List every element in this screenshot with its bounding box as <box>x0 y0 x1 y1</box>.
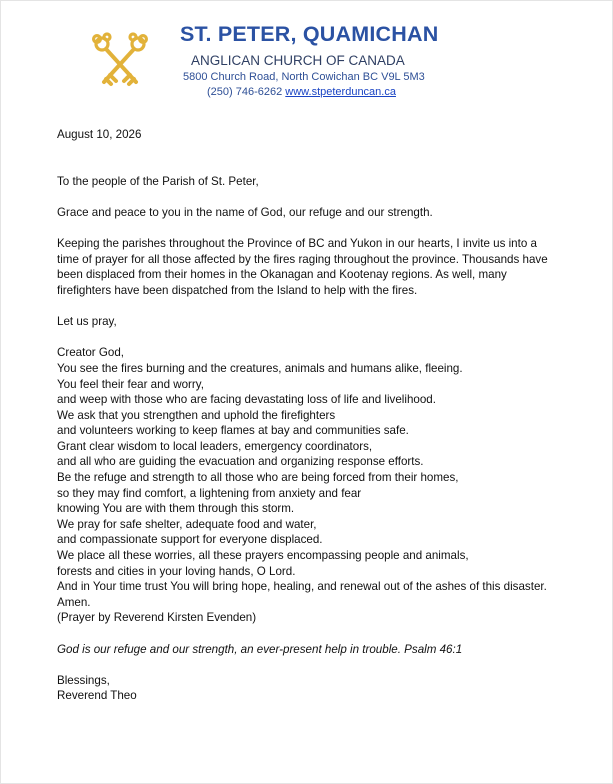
prayer-attribution: (Prayer by Reverend Kirsten Evenden) <box>57 611 257 625</box>
church-denomination: ANGLICAN CHURCH OF CANADA <box>191 53 405 68</box>
prayer-line: You see the fires burning and the creatures, animals and humans alike, fleeing. <box>57 361 463 375</box>
prayer-line: You feel their fear and worry, <box>57 377 204 391</box>
letter-date: August 10, 2026 <box>57 128 142 141</box>
church-contact <box>207 86 396 98</box>
prayer-line: Be the refuge and strength to all those who are being forced from their homes, <box>57 471 459 485</box>
greeting: Grace and peace to you in the name of God, our refuge and our strength. <box>57 205 433 219</box>
church-phone: (250) 746-6262 <box>207 86 283 98</box>
prayer-line: We ask that you strengthen and uphold the firefighters <box>57 408 336 422</box>
prayer-line: and compassionate support for everyone displaced. <box>57 533 323 547</box>
prayer-line: forests and cities in your loving hands, O Lord. <box>57 564 296 578</box>
prayer-line: And in Your time trust You will bring hope, healing, and renewal out of the ashes of this disaster. Amen. <box>57 580 547 609</box>
prayer <box>57 345 557 626</box>
prayer-line: so they may find comfort, a lightening from anxiety and fear <box>57 486 362 500</box>
salutation: To the people of the Parish of St. Peter, <box>57 174 259 188</box>
prayer-line: Creator God, <box>57 346 125 360</box>
letter-body <box>57 127 557 704</box>
prayer-line: We place all these worries, all these prayers encompassing people and animals, <box>57 549 469 563</box>
prayer-line: and volunteers working to keep flames at bay and communities safe. <box>57 424 409 438</box>
church-name: ST. PETER, QUAMICHAN <box>180 22 439 46</box>
website-link[interactable]: www.stpeterduncan.ca <box>285 86 396 98</box>
letterhead <box>0 0 613 110</box>
closing: Blessings, <box>57 673 110 687</box>
church-address: 5800 Church Road, North Cowichan BC V9L 5M3 <box>183 71 425 83</box>
prayer-invitation: Let us pray, <box>57 315 117 329</box>
prayer-line: Grant clear wisdom to local leaders, emergency coordinators, <box>57 439 373 453</box>
prayer-line: We pray for safe shelter, adequate food and water, <box>57 517 317 531</box>
prayer-line: and weep with those who are facing devastating loss of life and livelihood. <box>57 393 436 407</box>
signature: Reverend Theo <box>57 689 137 703</box>
scripture-verse: God is our refuge and our strength, an ever-present help in trouble. Psalm 46:1 <box>57 642 463 656</box>
prayer-line: and all who are guiding the evacuation and organizing response efforts. <box>57 455 424 469</box>
intro-paragraph: Keeping the parishes throughout the Province of BC and Yukon in our hearts, I invite us into a time of prayer for all those affected by the fires raging throughout the province. Thousands have been displaced from their homes in the Okanagan and Kootenay regions. As well, many firefighters have been dispatched from the Island to help with the fires. <box>57 237 548 297</box>
prayer-line: knowing You are with them through this storm. <box>57 502 295 516</box>
